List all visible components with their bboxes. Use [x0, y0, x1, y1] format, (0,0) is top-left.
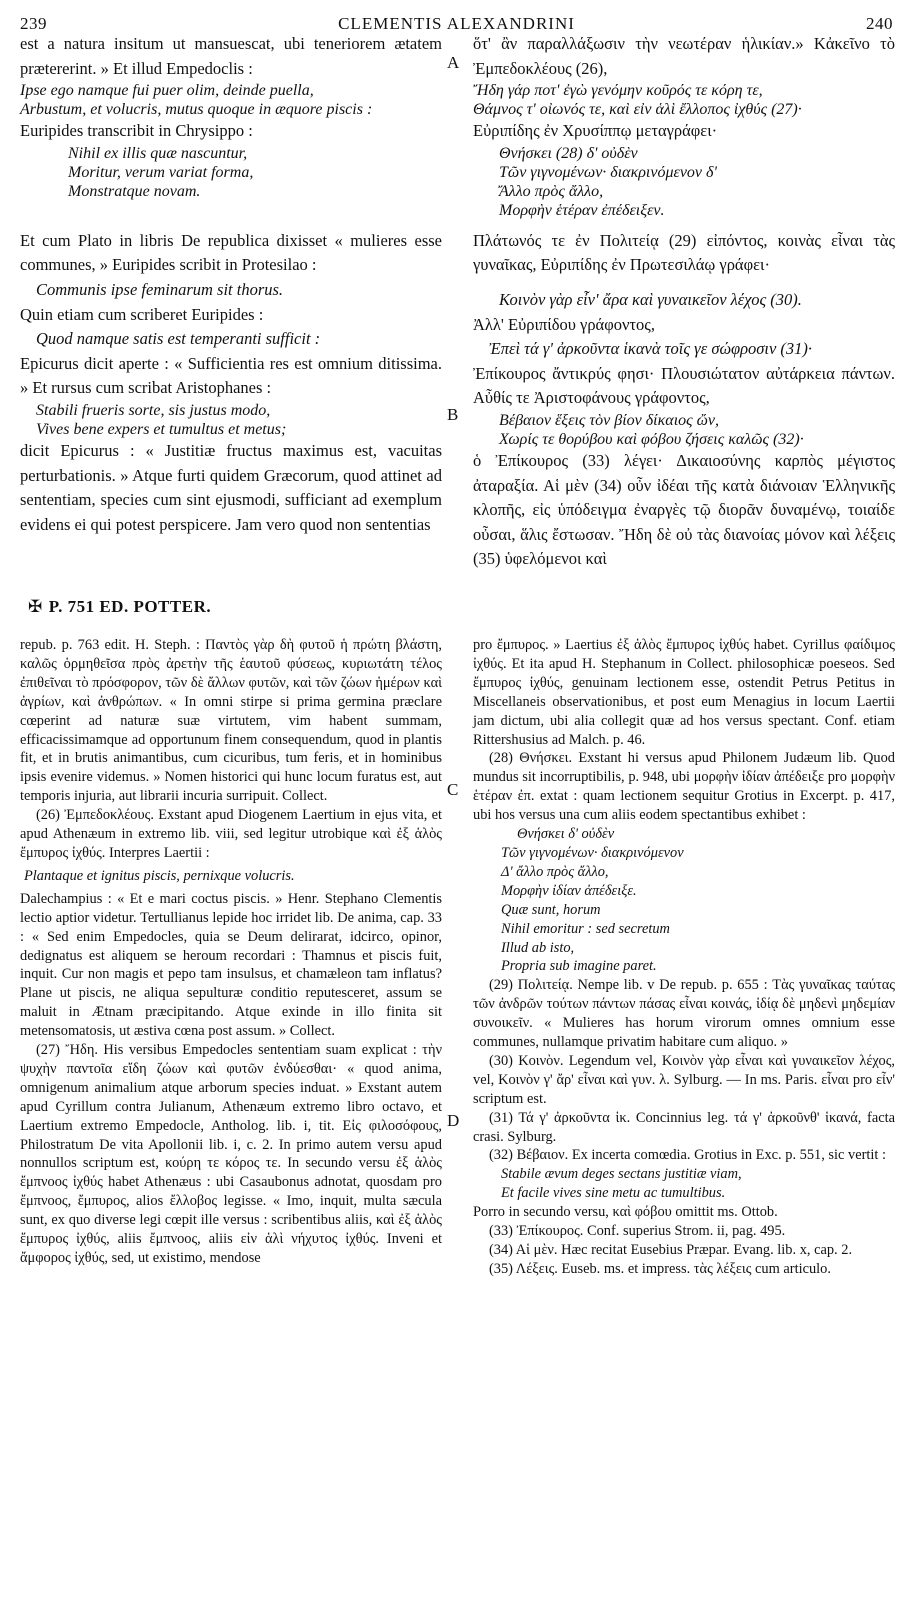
footnote-verse: Illud ab isto,	[501, 939, 575, 956]
footnote: Porro in secundo versu, καὶ φόβου omittit ms. Ottob.	[473, 1204, 778, 1221]
footnote-verse: Stabile ævum deges sectans justitiæ viam,	[501, 1166, 742, 1183]
margin-letter-d: D	[447, 1111, 460, 1130]
latin-verse: Ipse ego namque fui puer olim, deinde puella,	[20, 82, 314, 100]
latin-verse: Moritur, verum variat forma,	[68, 163, 254, 181]
latin-verse: Quod namque satis est temperanti sufficit :	[36, 329, 321, 349]
greek-verse: Κοινὸν γὰρ εἶν' ἄρα καὶ γυναικεῖον λέχος (30).	[499, 289, 802, 309]
greek-verse: Βέβαιον ἕξεις τὸν βίον δίκαιος ὤν,	[499, 411, 720, 429]
greek-text-column	[473, 32, 895, 572]
edition-reference	[28, 597, 211, 617]
footnote: (32) Βέβαιον. Ex incerta comœdia. Grotius in Exc. p. 551, sic vertit :	[489, 1147, 886, 1164]
footnote: (34) Αἱ μὲν. Hæc recitat Eusebius Præpar. Evang. lib. x, cap. 2.	[489, 1242, 853, 1258]
footnotes-right-column	[473, 636, 895, 1279]
footnote: (30) Κοινὸν. Legendum vel, Κοινὸν γὰρ εἶναι καὶ γυναικεῖον λέχος, vel, Κοινὸν γ' ἄρ' εἶναι καὶ γυν. λ. Sylburg. — In ms. Paris. εἶναι pro εἶν' scriptum est.	[473, 1052, 895, 1107]
latin-paragraph: Epicurus dicit aperte : « Sufficientia res est omnium ditissima. » Et rursus cum scribat Aristophanes :	[20, 353, 442, 398]
margin-letter-a: A	[447, 53, 460, 72]
footnote: (31) Τά γ' ἀρκοῦντα ἱκ. Concinnius leg. τά γ' ἀρκοῦνθ' ἱκανά, facta crasi. Sylburg.	[473, 1109, 895, 1145]
footnote-verse: Propria sub imagine paret.	[501, 958, 657, 975]
cross-mark-icon: ✠	[28, 597, 43, 616]
footnote-verse: Μορφὴν ἰδίαν ἀπέδειξε.	[501, 882, 637, 899]
footnote-verse: Plantaque et ignitus piscis, pernixque volucris.	[24, 867, 295, 884]
margin-letter-b: B	[447, 405, 459, 424]
footnote: Dalechampius : « Et e mari coctus piscis. » Henr. Stephano Clementis lectio aptior videtur. Tertullianus lepide hoc irridet lib. De anima, cap. 33 : « Sed enim Empedocles, quia se Deum delirarat, idcirco, opinor, dedignatus est aliquem se heroum recordari : Thamnus et piscis fuit, inquit. Cur non magis et pepo tam insulsus, et chamæleon tam inflatus? Plane ut piscis, ne aliqua sepulturæ conditio reputesceret, assum se maluit in Ætnam præcipitando. Atque exinde in illo finita sit metensomatosis, ut æstiva cœna post assum. » Collect.	[20, 890, 442, 1040]
latin-verse: Monstratque novam.	[68, 182, 201, 200]
footnote: (33) Ἐπίκουρος. Conf. superius Strom. ii, pag. 495.	[489, 1223, 786, 1240]
footnote-verse: Θνήσκει δ' οὐδὲν	[517, 826, 615, 843]
greek-verse: Ἐπεὶ τά γ' ἀρκοῦντα ἱκανὰ τοῖς γε σώφροσιν (31)·	[489, 339, 813, 359]
greek-paragraph: Πλάτωνός τε ἐν Πολιτείᾳ (29) εἰπόντος, κοινὰς εἶναι τὰς γυναῖκας, Εὐριπίδης ἐν Πρωτεσιλάῳ γράφει·	[473, 230, 895, 275]
latin-verse: Arbustum, et volucris, mutus quoque in æquore piscis :	[20, 101, 373, 119]
greek-paragraph: Ἀλλ' Εὐριπίδου γράφοντος,	[473, 314, 655, 334]
latin-paragraph: est a natura insitum ut mansuescat, ubi teneriorem ætatem prætererint. » Et illud Empedoclis :	[20, 34, 442, 78]
footnote-verse: Δ' ἄλλο πρὸς ἄλλο,	[501, 863, 609, 880]
greek-paragraph: ὅτ' ἂν παραλλάξωσιν τὴν νεωτέραν ἡλικίαν.» Κἀκεῖνο τὸ Ἐμπεδοκλέους (26),	[473, 34, 895, 78]
greek-paragraph: Εὐριπίδης ἐν Χρυσίππῳ μεταγράφει·	[473, 121, 718, 141]
footnote-verse: Τῶν γιγνομένων· διακρινόμενον	[501, 844, 684, 861]
page-number-left: 239	[20, 14, 47, 33]
greek-verse: Θάμνος τ' οἰωνός τε, καὶ εἰν ἁλὶ ἔλλοπος ἰχθύς (27)·	[473, 101, 802, 119]
greek-paragraph: Ἐπίκουρος ἄντικρύς φησι· Πλουσιώτατον αὐτάρκεια πάντων. Αὖθίς τε Ἀριστοφάνους γράφοντος,	[473, 363, 895, 408]
latin-paragraph: Et cum Plato in libris De republica dixisset « mulieres esse communes, » Euripides scribit in Protesilao :	[20, 230, 442, 275]
greek-verse: Μορφὴν ἑτέραν ἐπέδειξεν.	[499, 201, 665, 219]
latin-verse: Vives bene expers et tumultus et metus;	[36, 420, 287, 438]
footnote: (29) Πολιτείᾳ. Nempe lib. v De repub. p. 655 : Τὰς γυναῖκας ταύτας τῶν ἀνδρῶν τούτων πάντων πάσας εἶναι κοινάς, ἰδίᾳ δὲ μηδενὶ μηδεμίαν συνοικεῖν. « Mulieres has horum virorum omnes omnium esse communes, nullamque privatim habitare cum aliquo. »	[473, 977, 895, 1051]
latin-paragraph: Euripides transcribit in Chrysippo :	[20, 121, 253, 141]
footnote-verse: Nihil emoritur : sed secretum	[501, 920, 670, 937]
greek-verse: Χωρίς τε θορύβου καὶ φόβου ζήσεις καλῶς (32)·	[499, 430, 804, 448]
footnote: repub. p. 763 edit. H. Steph. : Παντὸς γὰρ δὴ φυτοῦ ἡ πρώτη βλάστη, καλῶς ὁρμηθεῖσα πρὸς ἀρετὴν τῆς ἑαυτοῦ φύσεως, κυριωτάτη τέλος ἐπιθεῖναι τὸ πρόσφορον, τῶν δὲ ἄλλων φυτῶν, καὶ τῶν ζώων ἡμέρων καὶ ἀγρίων, καὶ ἀνθρώπων. « In omni stirpe si prima germina præclare cœperint ad naturæ suæ virtutem, vim habent summam, efficacissimamque ad opportunum finem consequendum, quod in plantis fit, et in brutis animantibus, cum cicuribus, tum feris, et in hominibus ipsis evenire videmus. » Nomen historici qui hunc locum furatus est, aut temporis injuria, aut librarii incuria surripuit. Collect.	[20, 637, 442, 805]
footnote: (28) Θνήσκει. Exstant hi versus apud Philonem Judæum lib. Quod mundus sit incorruptibilis, p. 948, ubi μορφὴν ἰδίαν ἀπέδειξε pro μορφὴν ἑτέραν ἐπ. extat : quam lectionem sequitur Grotius in Excerpt. p. 417, ubi hos versus una cum aliis eodem spectantibus exhibet :	[473, 750, 895, 824]
latin-verse: Stabili frueris sorte, sis justus modo,	[36, 401, 271, 419]
footnote: (27) Ἤδη. His versibus Empedocles sententiam suam explicat : τὴν ψυχὴν παντοῖα εἴδη ζώων καὶ φυτῶν ἐνδύεσθαι· « quod anima, omnigenum animalium atque arborum species induat. » Exstant autem apud Cyrillum contra Julianum, Athenæum extremo libro octavo, et Laertium extremo Empedocle, Antholog. lib. i, tit. Εἰς φιλοσόφους, Philostratum De vita Apollonii lib. i, c. 2. In primo autem versu apud nonnullos scriptum est, κούρη τε κόρος τε. In secundo versu ἐξ ἁλὸς ἔμπνοος ἰχθύς habet Athenæus : ubi Casaubonus adnotat, quosdam pro ἔμπνοος, ἔμπυρος, alios ἔλλοβος legisse. « Imo, inquit, multa sæcula sunt, ex quo diverse legi cœpit ille versus : scribentibus aliis, καὶ ἐξ ἁλὸς ἔμπυρος ἰχθύς, aliis ἔμπνοος, aliis εἰν ἁλὶ νήχυτος ἰχθύς. Inveni et ἄμφορος ἰχθύς, sed, ut existimo, mendose	[20, 1042, 442, 1266]
footnotes-left-column	[20, 636, 442, 1268]
greek-verse: Τῶν γιγνομένων· διακρινόμενον δ'	[499, 163, 717, 181]
greek-verse: Ἄλλο πρὸς ἄλλο,	[499, 182, 604, 200]
footnote: (26) Ἐμπεδοκλέους. Exstant apud Diogenem Laertium in ejus vita, et apud Athenæum in extremo lib. viii, sed legitur utrobique καὶ ἐξ ἁλὸς ἔμπυρος ἰχθύς. Interpres Laertii :	[20, 807, 442, 861]
edition-text: P. 751 ED. POTTER.	[48, 597, 212, 616]
running-title: CLEMENTIS ALEXANDRINI	[338, 14, 575, 33]
footnote: pro ἔμπυρος. » Laertius ἐξ ἁλὸς ἔμπυρος ἰχθύς habet. Cyrillus φαίδιμος ἰχθύς. Et ita apud H. Stephanum in Collect. philosophicæ poeseos. Sed ἔμπυρος ἰχθύς, genuinam lectionem esse, ostendit Petrus Petitus in Miscellaneis observationibus, et post eum Menagius in locum Laertii jam dictum, ubi alia collegit quæ ad hos versus spectant. Conf. etiam Rittershusius ad Malch. p. 46.	[473, 637, 895, 748]
footnote: (35) Λέξεις. Euseb. ms. et impress. τὰς λέξεις cum articulo.	[489, 1260, 831, 1277]
margin-letter-c: C	[447, 780, 459, 799]
latin-paragraph: Quin etiam cum scriberet Euripides :	[20, 304, 264, 324]
footnote-verse: Et facile vives sine metu ac tumultibus.	[501, 1185, 726, 1202]
page-number-right: 240	[866, 14, 893, 33]
footnote-verse: Quæ sunt, horum	[501, 901, 601, 918]
latin-text-column	[20, 32, 442, 537]
latin-paragraph: dicit Epicurus : « Justitiæ fructus maximus est, vacuitas perturbationis. » Atque furti quidem Græcorum, quod attinet ad sententiam, species cum sint ejusmodi, sufficiant ad exemplum evidens ei qui potest perspicere. Jam vero quod non sententias	[20, 440, 442, 534]
greek-verse: Ἤδη γάρ ποτ' ἐγὼ γενόμην κοῦρός τε κόρη τε,	[473, 82, 763, 100]
greek-paragraph: ὁ Ἐπίκουρος (33) λέγει· Δικαιοσύνης καρπὸς μέγιστος ἀταραξία. Αἱ μὲν (34) οὖν ἰδέαι τῆς κατὰ διάνοιαν Ἑλληνικῆς κλοπῆς, εἰς ὑπόδειγμα ἐναργὲς τῷ διορᾶν δυναμένῳ, τοιαίδε οὖσαι, ἅλις ἔστωσαν. Ἤδη δὲ οὐ τὰς διανοίας μόνον καὶ λέξεις (35) ὑφελόμενοι καὶ	[473, 450, 895, 569]
latin-verse: Nihil ex illis quæ nascuntur,	[68, 144, 248, 162]
greek-verse: Θνήσκει (28) δ' οὐδὲν	[499, 144, 638, 162]
latin-verse: Communis ipse feminarum sit thorus.	[36, 279, 284, 299]
